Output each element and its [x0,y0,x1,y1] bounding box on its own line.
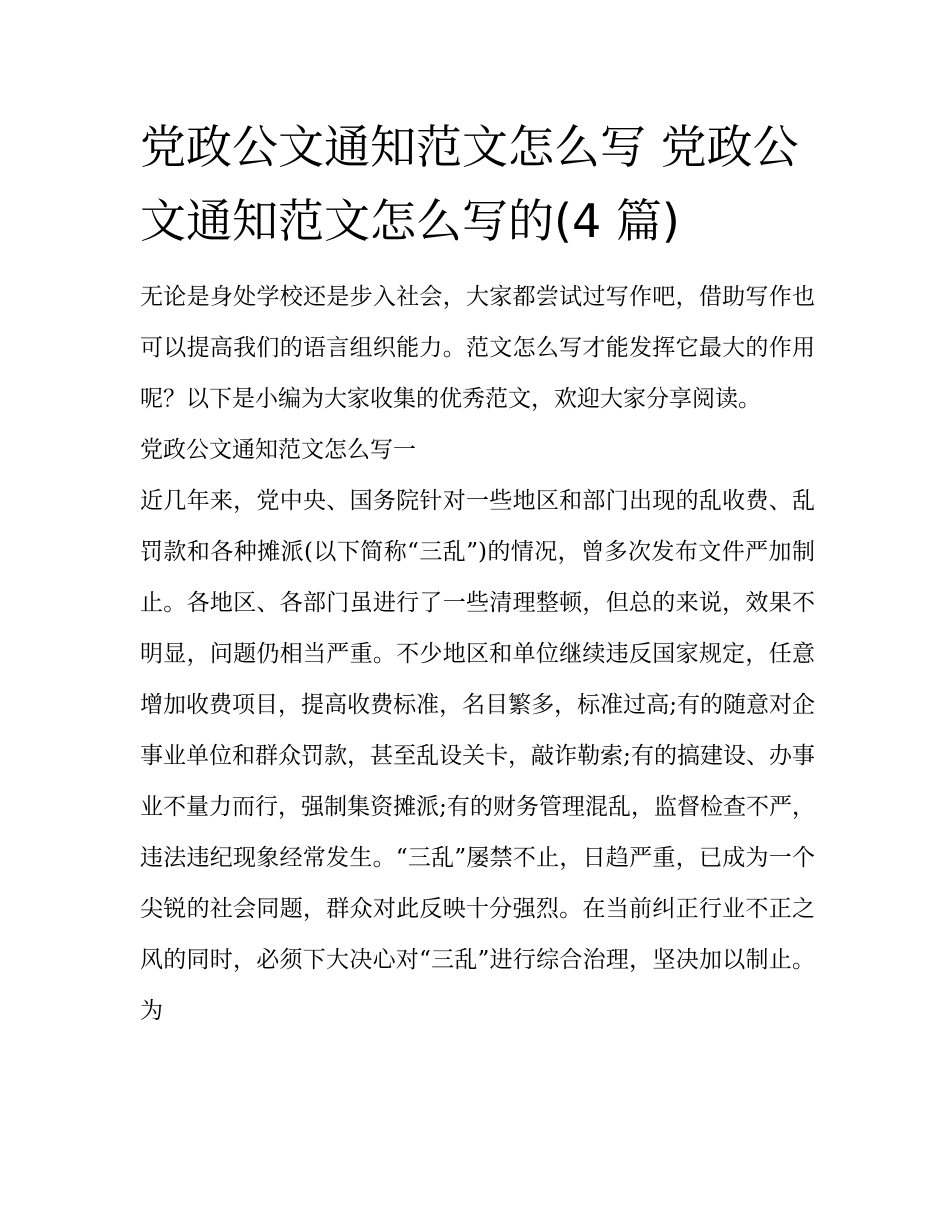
section-body-paragraph: 近几年来，党中央、国务院针对一些地区和部门出现的乱收费、乱罚款和各种摊派(以下简称“三乱”)的情况，曾多次发布文件严加制止。各地区、各部门虽进行了一些清理整顿，但总的来说，效果不明显，问题仍相当严重。不少地区和单位继续违反国家规定，任意增加收费项目，提高收费标准，名目繁多，标准过高;有的随意对企事业单位和群众罚款，甚至乱设关卡，敲诈勒索;有的搞建设、办事业不量力而行，强制集资摊派;有的财务管理混乱，监督检查不严，违法违纪现象经常发生。“三乱”屡禁不止，日趋严重，已成为一个尖锐的社会同题，群众对此反映十分强烈。在当前纠正行业不正之风的同时，必须下大决心对“三乱”进行综合治理，坚决加以制止。为 [140,488,815,1024]
document-content [140,110,815,1037]
intro-paragraph: 无论是身处学校还是步入社会，大家都尝试过写作吧，借助写作也可以提高我们的语言组织能力。范文怎么写才能发挥它最大的作用呢？以下是小编为大家收集的优秀范文，欢迎大家分享阅读。 [140,284,815,412]
section-heading: 党政公文通知范文怎么写一 [140,437,416,463]
document-title: 党政公文通知范文怎么写 党政公文通知范文怎么写的(4 篇) [140,120,799,248]
